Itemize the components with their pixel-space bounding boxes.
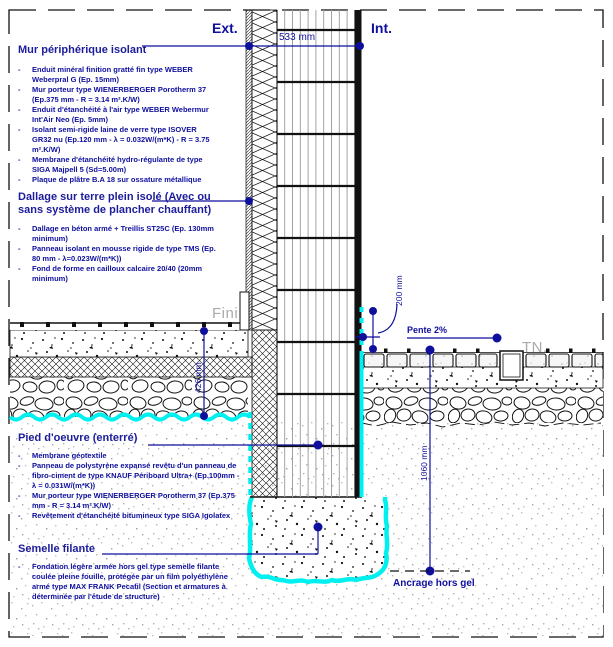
periboard-panel-layer: [252, 330, 277, 497]
note-list: [18, 451, 243, 521]
section-heading: Pied d'oeuvre (enterré): [18, 432, 138, 444]
section-footing-notes: [18, 543, 243, 602]
note-item: - Fond de forme en cailloux calcaire 20/40 (20mm minimum): [18, 264, 203, 283]
note-item: - Revêtement d'étanchéité bitumineux type SIGA Igolatex: [18, 511, 231, 520]
exterior-label: Ext.: [212, 20, 238, 36]
natural-ground-label: TN.: [522, 339, 548, 356]
slope-label: Pente 2%: [407, 325, 448, 335]
paving-blocks: [364, 354, 603, 367]
section-heading: Semelle filante: [18, 543, 96, 555]
note-list: [18, 65, 218, 185]
note-item: - Dallage en béton armé + Treillis ST25C (Ep. 130mm minimum): [18, 224, 214, 243]
frost-anchor-label: Ancrage hors gel: [393, 578, 475, 589]
note-item: - Membrane géotextile: [18, 451, 107, 460]
plinth-board: [240, 292, 249, 330]
dim-floor-depth: 426 mm: [193, 362, 203, 393]
curb-stone: [500, 351, 523, 380]
note-item: - Enduit minéral finition gratté fin type WEBER Weberpral G (Ep. 15mm): [18, 65, 193, 84]
dim-wall-width: 533 mm: [279, 32, 316, 43]
note-list: [18, 224, 223, 284]
perimeter-wall: [240, 10, 362, 497]
note-item: - Mur porteur type WIENERBERGER Porotherm 37 (Ep.375 mm - R = 3.14 m².K/W): [18, 491, 235, 510]
geotextile-membrane: [10, 415, 250, 420]
finished-floor-label: Fini: [212, 305, 239, 322]
note-item: - Panneau isolant en mousse rigide de type TMS (Ep. 80 mm - λ=0.023W/(m*K)): [18, 244, 216, 263]
render-coat-layer: [246, 10, 252, 330]
note-list: [18, 562, 243, 602]
exterior-ground-layers: [362, 349, 603, 428]
insulation-layer: [252, 10, 277, 330]
interior-label: Int.: [371, 20, 392, 36]
note-item: - Plaque de plâtre B.A 18 sur ossature métallique: [18, 175, 202, 184]
note-item: - Mur porteur type WIENERBERGER Porotherm 37 (Ep.375 mm - R = 3.14 m².K/W): [18, 85, 207, 104]
section-heading: Dallage sur terre plein isolé (Avec ou sans système de plancher chauffant): [18, 191, 212, 216]
note-item: - Membrane d'étanchéité hydro-régulante de type SIGA Majpell 5 (Sd=5.00m): [18, 155, 203, 174]
note-item: - Panneau de polystyrène expansé revêtu d'un panneau de fibro-ciment de type KNAUF Périboard Ultra+ (Ep.100mm - λ = 0.031W/(m*K)): [18, 461, 240, 490]
note-item: - Isolant semi-rigide laine de verre type ISOVER GR32 nu (Ep.120 mm - λ = 0.032W/(m*K) - R = 3.75 m².K/W): [18, 125, 210, 154]
section-heading: Mur périphérique isolant: [18, 44, 147, 56]
section-wallbase-notes: [18, 432, 243, 521]
section-wall-notes: [18, 44, 218, 185]
dim-plinth-height: 200 mm: [394, 275, 404, 306]
floor-slab-layers: [10, 322, 252, 420]
note-item: - Fondation légère armée hors gel type semelle filante coulée pleine fouille, protégée par un film polyéthylène armé type MAX FRANK Pecafil (Section et armatures à déterminée par l'étude de structure): [18, 562, 228, 601]
dim-frost-depth: 1060 mm: [419, 445, 429, 481]
note-item: - Enduit d'étanchéité à l'air type WEBER Webermur Int'Air Neo (Ep. 5mm): [18, 105, 209, 124]
section-slab-notes: [18, 191, 223, 284]
